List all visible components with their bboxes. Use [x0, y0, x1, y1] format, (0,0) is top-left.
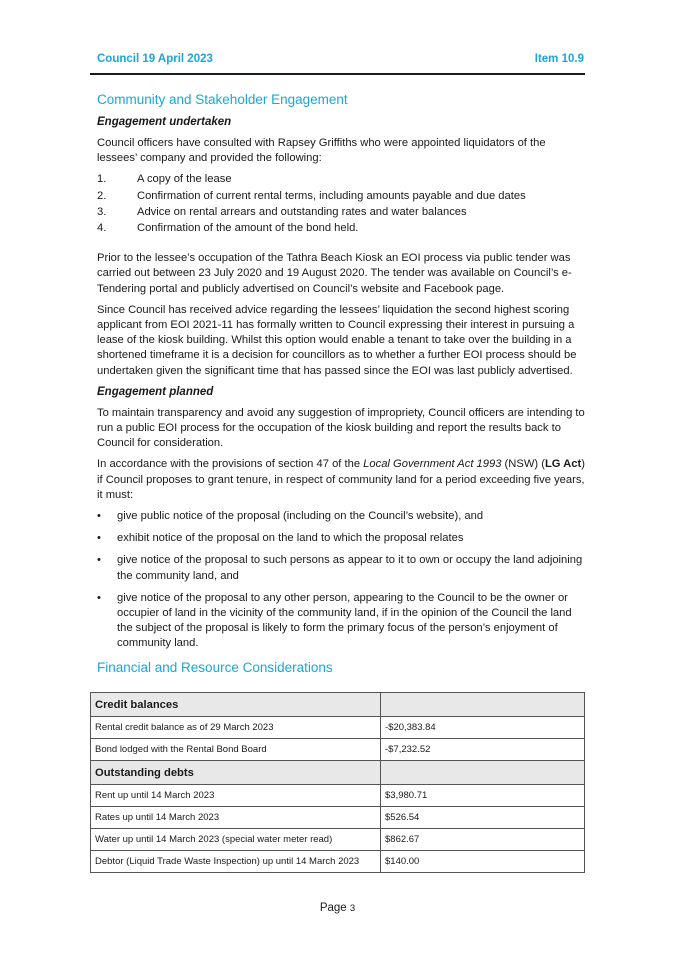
table-row: [91, 785, 585, 807]
financial-table: [90, 692, 585, 873]
table-section-title: Outstanding debts: [91, 761, 381, 785]
act-title: Local Government Act 1993: [363, 458, 502, 471]
list-item: [97, 553, 585, 583]
list-item-text: A copy of the lease: [137, 173, 232, 186]
bullet-icon: •: [97, 591, 101, 604]
list-item: [97, 205, 585, 220]
list-item: [97, 591, 585, 652]
list-item-text: exhibit notice of the proposal on the land to which the proposal relates: [117, 532, 464, 545]
table-row: [91, 739, 585, 761]
section-heading-engagement: Community and Stakeholder Engagement: [97, 92, 348, 107]
list-item-text: Confirmation of current rental terms, including amounts payable and due dates: [137, 189, 526, 202]
paragraph: In accordance with the provisions of section 47 of the Local Government Act 1993 (NSW) (LG Act) if Council proposes to grant tenure, in respect of community land for a period exceeding five years, it must:: [97, 458, 585, 501]
table-row: [91, 807, 585, 829]
table-row: [91, 851, 585, 873]
item-number: Item 10.9: [534, 53, 584, 65]
header-divider: [90, 73, 585, 75]
list-number: 2.: [97, 189, 107, 202]
list-number: 3.: [97, 205, 107, 218]
table-row: [91, 717, 585, 739]
list-item: [97, 509, 585, 524]
page-header: [97, 53, 584, 71]
list-item-text: give notice of the proposal to such persons as appear to it to own or occupy the land adjoining the community land, and: [117, 554, 583, 582]
bullet-icon: •: [97, 532, 101, 545]
bullet-icon: •: [97, 510, 101, 523]
list-item: [97, 531, 585, 546]
table-cell-label: Rates up until 14 March 2023: [91, 807, 381, 829]
meeting-date: Council 19 April 2023: [97, 53, 213, 65]
list-item-text: Advice on rental arrears and outstanding rates and water balances: [137, 205, 467, 218]
bullet-icon: •: [97, 554, 101, 567]
table-cell-label: Bond lodged with the Rental Bond Board: [91, 739, 381, 761]
list-item-text: give public notice of the proposal (including on the Council’s website), and: [117, 510, 484, 523]
list-item-text: Confirmation of the amount of the bond held.: [137, 222, 359, 235]
page-label: Page: [319, 902, 347, 914]
table-section-title: Credit balances: [91, 693, 381, 717]
act-abbreviation: LG Act: [544, 458, 582, 471]
table-cell: [381, 761, 585, 785]
paragraph: Council officers have consulted with Rapsey Griffiths who were appointed liquidators of the lessees’ company and provided the following:: [97, 137, 546, 165]
list-item: [97, 189, 585, 204]
paragraph: Prior to the lessee’s occupation of the Tathra Beach Kiosk an EOI process via public tender was carried out between 23 July 2020 and 19 August 2020. The tender was available on Council’s e-Tendering portal and publicly advertised on Council’s website and Facebook page.: [97, 252, 572, 295]
table-cell-value: $140.00: [381, 851, 585, 873]
table-cell-label: Rental credit balance as of 29 March 2023: [91, 717, 381, 739]
table-cell-label: Water up until 14 March 2023 (special water meter read): [91, 829, 381, 851]
subheading-engagement-planned: Engagement planned: [97, 385, 214, 398]
paragraph: Since Council has received advice regarding the lessees’ liquidation the second highest scoring applicant from EOI 2021-11 has formally written to Council expressing their interest in pursuing a lease of the kiosk building. Whilst this option would enable a tenant to take over the building in a shortened timeframe it is a decision for councillors as to whether a further EOI process should be undertaken given the significant time that has passed since the EOI was last publicly advertised.: [97, 303, 577, 377]
table-cell-value: $3,980.71: [381, 785, 585, 807]
table-cell: [381, 693, 585, 717]
table-cell-value: -$7,232.52: [381, 739, 585, 761]
list-item: [97, 221, 585, 236]
list-item-text: give notice of the proposal to any other person, appearing to the Council to be the owner or occupier of land in the vicinity of the community land, if in the opinion of the Council the land the subject of the proposal is likely to form the primary focus of the person’s enjoyment of community land.: [117, 591, 572, 650]
subheading-engagement-undertaken: Engagement undertaken: [97, 116, 232, 128]
page-footer: [0, 902, 675, 914]
table-cell-value: $526.54: [381, 807, 585, 829]
document-body: [97, 91, 585, 683]
list-number: 1.: [97, 173, 107, 186]
table-cell-value: $862.67: [381, 829, 585, 851]
page-number: 3: [349, 903, 356, 914]
table-cell-label: Debtor (Liquid Trade Waste Inspection) up until 14 March 2023: [91, 851, 381, 873]
table-row: [91, 829, 585, 851]
list-number: 4.: [97, 222, 107, 235]
paragraph: To maintain transparency and avoid any suggestion of impropriety, Council officers are intending to run a public EOI process for the occupation of the kiosk building and report the results back to Council for consideration.: [97, 406, 585, 450]
table-section-header: [91, 761, 585, 785]
table-cell-value: -$20,383.84: [381, 717, 585, 739]
table-section-header: [91, 693, 585, 717]
table-cell-label: Rent up until 14 March 2023: [91, 785, 381, 807]
numbered-list: [97, 172, 585, 236]
bulleted-list: [97, 509, 585, 652]
section-heading-financial: Financial and Resource Considerations: [97, 659, 333, 675]
list-item: [97, 172, 585, 187]
